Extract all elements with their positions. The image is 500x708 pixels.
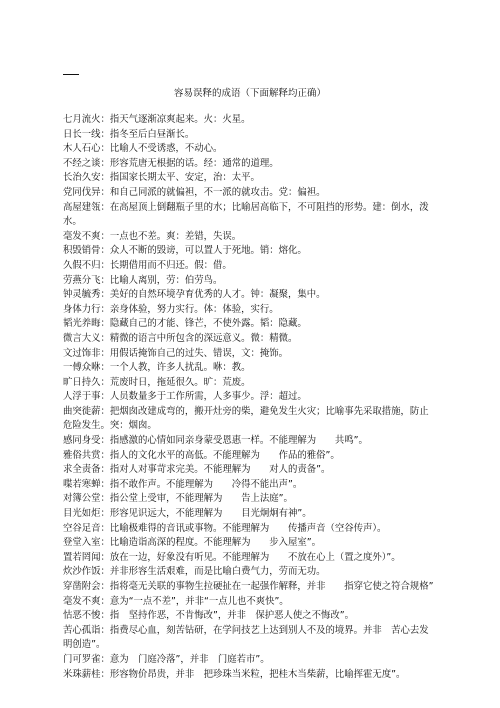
idiom-entry: 对簿公堂：指公堂上受审，不能理解为 告上法庭”。 <box>63 493 293 505</box>
idiom-entry: 置若罔闻：放在一边，好象没有听见。不能理解为 不放在心上（置之度外）”。 <box>63 551 401 563</box>
idiom-entry: 感同身受：指感激的心情如同亲身蒙受恩惠一样。不能理解为 共鸣”。 <box>63 435 368 447</box>
idiom-entry: 久假不归：长期借用而不归还。假：借。 <box>63 259 232 271</box>
idiom-entry: 目光如炬：形容见识远大，不能理解为 目光炯炯有神”。 <box>63 508 312 520</box>
idiom-entry: 钟灵毓秀：美好的自然环境孕育优秀的人才。钟：凝聚，集中。 <box>63 289 326 301</box>
idiom-entry: 木人石心：比喻人不受诱惑，不动心。 <box>63 143 223 155</box>
idiom-entry: 喋若寒蝉：指不敢作声。不能理解为 冷得不能出声”。 <box>63 478 303 490</box>
idiom-entry: 空谷足音：比喻极难得的音讯或事物。不能理解为 传播声音（空谷传声）。 <box>63 522 387 534</box>
idiom-list <box>63 113 435 682</box>
idiom-entry: 人浮于事：人员数量多于工作所需，人多事少。浮：超过。 <box>63 391 307 403</box>
idiom-entry: 旷日持久：荒废时日，拖延很久。旷：荒废。 <box>63 376 251 388</box>
header-dash <box>63 74 79 75</box>
idiom-entry: 炊沙作饭：并非形容生活艰难，而是比喻白费气力，劳而无功。 <box>63 566 326 578</box>
idiom-entry: 韬光养晦：隐藏自己的才能、锋芒，不使外露。韬：隐藏。 <box>63 318 307 330</box>
idiom-entry: 劳燕分飞：比喻人离别，劳：伯劳鸟。 <box>63 274 223 286</box>
idiom-entry: 穿凿附会：指将毫无关联的事物生拉硬扯在一起强作解释，并非 指穿它使之符合规格” <box>63 581 434 592</box>
idiom-entry: 长治久安：指国家长期太平、安定，治：太平。 <box>63 172 260 184</box>
idiom-entry: 不经之谈：形容荒唐无根据的话。经：通常的道理。 <box>63 157 279 169</box>
idiom-entry: 身体力行：亲身体验，努力实行。体：体验，实行。 <box>63 303 279 315</box>
idiom-entry: 文过饰非：用假话掩饰自己的过失、错误，文：掩饰。 <box>63 347 289 359</box>
idiom-entry: 雅俗共赏：指人的文化水平的高低。不能理解为 作品的雅俗”。 <box>63 449 340 461</box>
idiom-entry: 党同伐异：和自己同派的就偏袒，不一派的就攻击。党：偏袒。 <box>63 186 326 198</box>
page-title: 容易误释的成语（下面解释均正确） <box>173 88 326 99</box>
idiom-entry: 曲突徙薪：把烟囱改建成弯的，搬开灶旁的柴，避免发生火灾；比喻事先采取措施，防止危险发生。突：烟囱。 <box>63 405 429 432</box>
idiom-entry: 苦心孤诣：指费尽心血，刻苦钻研，在学问技艺上达到别人不及的境界。并非 苦心去发明创造”。 <box>63 624 429 651</box>
idiom-entry: 积毁销骨：众人不断的毁谤，可以置人于死地。销：熔化。 <box>63 245 307 257</box>
idiom-entry: 一傅众咻：一个人教，许多人扰乱。咻：教。 <box>63 362 251 374</box>
idiom-entry: 米珠薪桂：形容物价昂贵，并非 把珍珠当米粒，把桂木当柴薪，比喻挥霍无度”。 <box>63 668 406 680</box>
idiom-entry: 登堂入室：比喻造诣高深的程度。不能理解为 步入屋室”。 <box>63 537 321 549</box>
idiom-entry: 怙恶不悛：指 坚持作恶，不肯悔改”，并非 保护恶人使之不悔改”。 <box>63 610 354 622</box>
idiom-entry: 门可罗雀：意为 门庭冷落”，并非 门庭若市”。 <box>63 653 270 665</box>
idiom-entry: 毫发不爽：意为“一点不差”，并非“一点儿也不爽快”。 <box>63 595 289 607</box>
idiom-entry: 微言大义：精微的语言中所包含的深远意义。微：精微。 <box>63 332 298 344</box>
idiom-entry: 七月流火：指天气逐渐凉爽起来。火：火星。 <box>63 114 251 125</box>
idiom-entry: 高屋建瓴：在高屋顶上倒翻瓶子里的水；比喻居高临下，不可阻挡的形势。建：倒水，泼水。 <box>63 201 429 228</box>
idiom-entry: 毫发不爽：一点也不差。爽：差错，失误。 <box>63 230 242 242</box>
idiom-entry: 求全责备：指对人对事苛求完美。不能理解为 对人的责备”。 <box>63 464 331 476</box>
idiom-entry: 日长一线：指冬至后白昼渐长。 <box>63 128 195 140</box>
